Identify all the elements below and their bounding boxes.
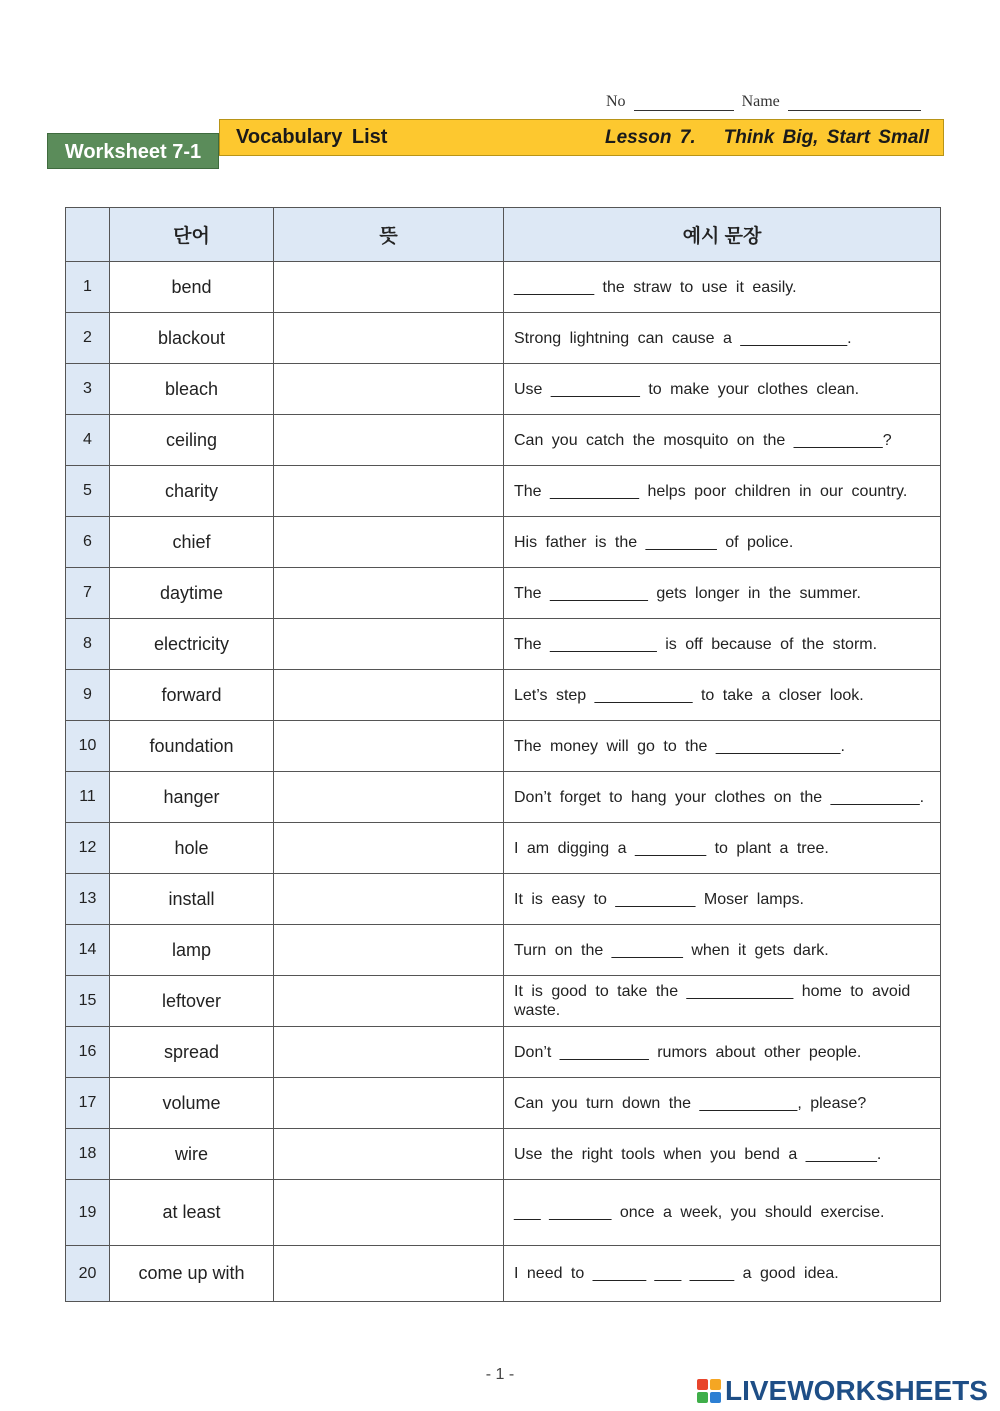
row-number: 2 bbox=[66, 313, 110, 364]
table-header-row bbox=[66, 208, 941, 262]
meaning-cell[interactable] bbox=[274, 619, 504, 670]
table-row bbox=[66, 568, 941, 619]
vocab-word: bleach bbox=[110, 364, 274, 415]
vocab-word: blackout bbox=[110, 313, 274, 364]
meaning-cell[interactable] bbox=[274, 1246, 504, 1302]
example-sentence: Use __________ to make your clothes clean. bbox=[504, 364, 941, 415]
table-row bbox=[66, 313, 941, 364]
example-sentence: The money will go to the ______________. bbox=[504, 721, 941, 772]
lesson-number: Lesson 7. bbox=[604, 126, 696, 148]
vocab-word: hole bbox=[110, 823, 274, 874]
example-sentence: Don’t __________ rumors about other people. bbox=[504, 1027, 941, 1078]
example-sentence: ___ _______ once a week, you should exercise. bbox=[504, 1180, 941, 1246]
table-row bbox=[66, 976, 941, 1027]
logo-text: LIVEWORKSHEETS bbox=[725, 1375, 988, 1406]
vocab-word: hanger bbox=[110, 772, 274, 823]
table-row bbox=[66, 772, 941, 823]
meaning-cell[interactable] bbox=[274, 1129, 504, 1180]
meaning-cell[interactable] bbox=[274, 925, 504, 976]
vocab-word: chief bbox=[110, 517, 274, 568]
meaning-cell[interactable] bbox=[274, 874, 504, 925]
table-row bbox=[66, 823, 941, 874]
title-bar bbox=[219, 119, 944, 156]
row-number: 10 bbox=[66, 721, 110, 772]
example-sentence: Can you turn down the ___________, please? bbox=[504, 1078, 941, 1129]
page-title: Vocabulary List bbox=[236, 126, 388, 148]
row-number: 16 bbox=[66, 1027, 110, 1078]
meaning-cell[interactable] bbox=[274, 1078, 504, 1129]
meaning-cell[interactable] bbox=[274, 568, 504, 619]
example-sentence: I need to ______ ___ _____ a good idea. bbox=[504, 1246, 941, 1302]
meaning-cell[interactable] bbox=[274, 517, 504, 568]
table-row bbox=[66, 517, 941, 568]
meaning-cell[interactable] bbox=[274, 1180, 504, 1246]
row-number: 3 bbox=[66, 364, 110, 415]
lesson-title: Think Big, Start Small bbox=[723, 126, 929, 148]
vocab-word: volume bbox=[110, 1078, 274, 1129]
example-sentence: Don’t forget to hang your clothes on the __________. bbox=[504, 772, 941, 823]
vocab-word: ceiling bbox=[110, 415, 274, 466]
meaning-cell[interactable] bbox=[274, 262, 504, 313]
table-row bbox=[66, 364, 941, 415]
row-number: 1 bbox=[66, 262, 110, 313]
row-number: 9 bbox=[66, 670, 110, 721]
example-sentence: The __________ helps poor children in our country. bbox=[504, 466, 941, 517]
meaning-cell[interactable] bbox=[274, 415, 504, 466]
worksheet-badge: Worksheet 7-1 bbox=[47, 133, 219, 169]
meaning-cell[interactable] bbox=[274, 670, 504, 721]
example-sentence: It is good to take the ____________ home to avoid waste. bbox=[504, 976, 941, 1027]
meaning-cell[interactable] bbox=[274, 313, 504, 364]
meaning-cell[interactable] bbox=[274, 466, 504, 517]
meaning-cell[interactable] bbox=[274, 364, 504, 415]
vocab-word: daytime bbox=[110, 568, 274, 619]
row-number: 13 bbox=[66, 874, 110, 925]
example-sentence: Turn on the ________ when it gets dark. bbox=[504, 925, 941, 976]
row-number: 7 bbox=[66, 568, 110, 619]
name-label: Name bbox=[741, 93, 780, 110]
lesson-heading bbox=[605, 127, 929, 149]
vocab-word: charity bbox=[110, 466, 274, 517]
vocab-word: at least bbox=[110, 1180, 274, 1246]
example-sentence: Can you catch the mosquito on the __________? bbox=[504, 415, 941, 466]
vocab-word: forward bbox=[110, 670, 274, 721]
col-header-word: 단어 bbox=[110, 208, 274, 262]
table-row bbox=[66, 670, 941, 721]
row-number: 4 bbox=[66, 415, 110, 466]
row-number: 6 bbox=[66, 517, 110, 568]
row-number: 18 bbox=[66, 1129, 110, 1180]
table-row bbox=[66, 1180, 941, 1246]
row-number: 20 bbox=[66, 1246, 110, 1302]
col-header-sentence: 예시 문장 bbox=[504, 208, 941, 262]
table-row bbox=[66, 874, 941, 925]
table-row bbox=[66, 262, 941, 313]
vocab-word: foundation bbox=[110, 721, 274, 772]
row-number: 8 bbox=[66, 619, 110, 670]
example-sentence: Use the right tools when you bend a ________. bbox=[504, 1129, 941, 1180]
vocab-word: spread bbox=[110, 1027, 274, 1078]
table-row bbox=[66, 1027, 941, 1078]
meaning-cell[interactable] bbox=[274, 823, 504, 874]
meaning-cell[interactable] bbox=[274, 721, 504, 772]
vocab-word: wire bbox=[110, 1129, 274, 1180]
col-header-meaning: 뜻 bbox=[274, 208, 504, 262]
vocabulary-table bbox=[65, 207, 941, 1302]
col-header-number bbox=[66, 208, 110, 262]
page-number: - 1 - bbox=[485, 1366, 515, 1383]
logo-blocks-icon bbox=[697, 1379, 721, 1403]
example-sentence: Strong lightning can cause a ____________. bbox=[504, 313, 941, 364]
row-number: 14 bbox=[66, 925, 110, 976]
name-field[interactable] bbox=[788, 92, 921, 111]
example-sentence: His father is the ________ of police. bbox=[504, 517, 941, 568]
example-sentence: The ____________ is off because of the storm. bbox=[504, 619, 941, 670]
example-sentence: It is easy to _________ Moser lamps. bbox=[504, 874, 941, 925]
row-number: 12 bbox=[66, 823, 110, 874]
example-sentence: The ___________ gets longer in the summer. bbox=[504, 568, 941, 619]
student-info-line bbox=[606, 92, 921, 111]
table-row bbox=[66, 721, 941, 772]
meaning-cell[interactable] bbox=[274, 1027, 504, 1078]
no-label: No bbox=[606, 93, 626, 110]
row-number: 19 bbox=[66, 1180, 110, 1246]
table-row bbox=[66, 925, 941, 976]
row-number: 5 bbox=[66, 466, 110, 517]
liveworksheets-logo bbox=[697, 1376, 988, 1406]
vocab-word: leftover bbox=[110, 976, 274, 1027]
table-row bbox=[66, 466, 941, 517]
row-number: 17 bbox=[66, 1078, 110, 1129]
table-row bbox=[66, 1078, 941, 1129]
vocab-word: install bbox=[110, 874, 274, 925]
example-sentence: Let’s step ___________ to take a closer look. bbox=[504, 670, 941, 721]
meaning-cell[interactable] bbox=[274, 976, 504, 1027]
example-sentence: _________ the straw to use it easily. bbox=[504, 262, 941, 313]
vocab-word: electricity bbox=[110, 619, 274, 670]
example-sentence: I am digging a ________ to plant a tree. bbox=[504, 823, 941, 874]
vocabulary-rows bbox=[66, 262, 941, 1302]
row-number: 15 bbox=[66, 976, 110, 1027]
vocab-word: bend bbox=[110, 262, 274, 313]
table-row bbox=[66, 415, 941, 466]
no-field[interactable] bbox=[634, 92, 734, 111]
vocab-word: lamp bbox=[110, 925, 274, 976]
table-row bbox=[66, 1246, 941, 1302]
table-row bbox=[66, 619, 941, 670]
vocab-word: come up with bbox=[110, 1246, 274, 1302]
meaning-cell[interactable] bbox=[274, 772, 504, 823]
row-number: 11 bbox=[66, 772, 110, 823]
table-row bbox=[66, 1129, 941, 1180]
